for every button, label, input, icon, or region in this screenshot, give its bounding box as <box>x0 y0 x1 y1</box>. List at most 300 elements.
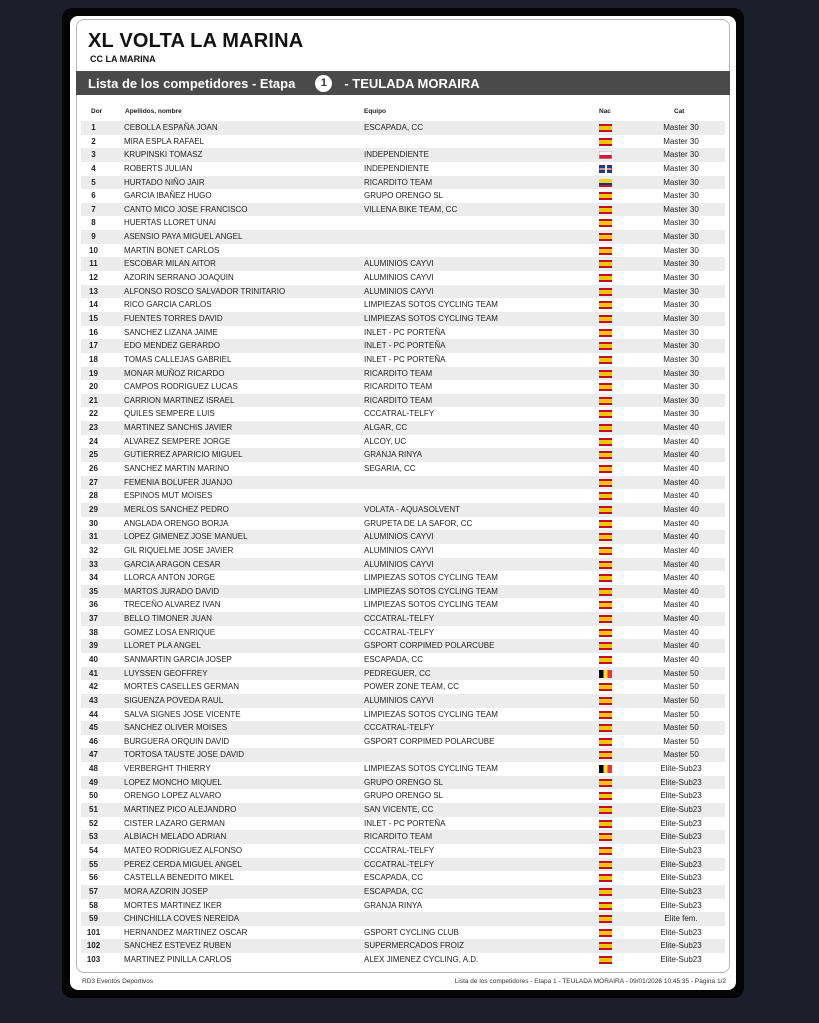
rider-name: HERNANDEZ MARTINEZ OSCAR <box>124 927 248 937</box>
table-row <box>81 817 725 831</box>
rider-name: ASENSIO PAYA MIGUEL ANGEL <box>124 232 243 242</box>
bib-number: 52 <box>89 818 98 828</box>
table-row <box>81 776 725 790</box>
flag-es-icon <box>599 629 612 637</box>
rider-name: LOPEZ MONCHO MIQUEL <box>124 777 222 787</box>
flag-es-icon <box>599 902 612 910</box>
team-name: GRUPETA DE LA SAFOR, CC <box>364 518 473 528</box>
category: Master 30 <box>663 409 699 419</box>
category: Master 40 <box>663 450 699 460</box>
table-row <box>81 721 725 735</box>
category: Master 30 <box>663 354 699 364</box>
bib-number: 49 <box>89 777 98 787</box>
team-name: CCCATRAL-TELFY <box>364 627 435 637</box>
flag-be-icon <box>599 670 612 678</box>
rider-name: EDO MENDEZ GERARDO <box>124 341 221 351</box>
category: Master 50 <box>663 682 699 692</box>
team-name: SEGARIA, CC <box>364 464 416 474</box>
category: Master 40 <box>663 532 699 542</box>
table-row <box>81 135 725 149</box>
rider-name: CAMPOS RODRIGUEZ LUCAS <box>124 382 238 392</box>
column-header-dor: Dor <box>91 108 103 115</box>
bib-number: 31 <box>89 532 98 542</box>
rider-name: FUENTES TORRES DAVID <box>124 313 223 323</box>
rider-name: GUTIERREZ APARICIO MIGUEL <box>124 450 243 460</box>
team-name: GRANJA RINYA <box>364 450 423 460</box>
bib-number: 33 <box>89 559 98 569</box>
rider-name: ALFONSO ROSCO SALVADOR TRINITARIO <box>124 286 286 296</box>
team-name: ALGAR, CC <box>364 423 408 433</box>
rider-name: SANCHEZ MARTIN MARINO <box>124 464 230 474</box>
flag-es-icon <box>599 820 612 828</box>
team-name: INDEPENDIENTE <box>364 150 429 160</box>
team-name: SAN VICENTE, CC <box>364 805 434 815</box>
category: Master 50 <box>663 709 699 719</box>
table-row <box>81 708 725 722</box>
category: Master 30 <box>663 123 699 132</box>
team-name: ALUMINIOS CAYVI <box>364 532 434 542</box>
team-name: GRUPO ORENGO SL <box>364 191 444 201</box>
rider-name: LOPEZ GIMENEZ JOSE MANUEL <box>124 532 248 542</box>
team-name: INLET - PC PORTEÑA <box>364 818 446 828</box>
rider-name: ESCOBAR MILAN AITOR <box>124 259 216 269</box>
table-row <box>81 448 725 462</box>
team-name: LIMPIEZAS SOTOS CYCLING TEAM <box>364 709 498 719</box>
category: Master 30 <box>663 245 699 255</box>
column-header-cat: Cat <box>674 108 685 115</box>
list-title: Lista de los competidores - Etapa <box>88 75 296 91</box>
table-row <box>81 844 725 858</box>
bib-number: 18 <box>89 354 98 364</box>
rider-name: LUYSSEN GEOFFREY <box>124 668 208 678</box>
team-name: ESCAPADA, CC <box>364 886 423 896</box>
flag-es-icon <box>599 915 612 923</box>
bib-number: 23 <box>89 423 98 433</box>
flag-es-icon <box>599 929 612 937</box>
bib-number: 54 <box>89 845 98 855</box>
table-row <box>81 407 725 421</box>
category: Master 30 <box>663 259 699 269</box>
category: Master 40 <box>663 627 699 637</box>
rider-name: PEREZ CERDA MIGUEL ANGEL <box>124 859 242 869</box>
team-name: RICARDITO TEAM <box>364 832 433 842</box>
team-name: CCCATRAL-TELFY <box>364 723 435 733</box>
bib-number: 103 <box>86 955 101 965</box>
bib-number: 1 <box>91 123 96 132</box>
rider-name: LLORCA ANTON JORGE <box>124 573 215 583</box>
bib-number: 41 <box>89 668 98 678</box>
flag-es-icon <box>599 751 612 759</box>
category: Master 40 <box>663 586 699 596</box>
table-row <box>81 285 725 299</box>
team-name: GSPORT CYCLING CLUB <box>364 927 459 937</box>
flag-es-icon <box>599 506 612 514</box>
flag-be-icon <box>599 765 612 773</box>
category: Master 50 <box>663 668 699 678</box>
rider-name: SALVA SIGNES JOSE VICENTE <box>124 709 241 719</box>
flag-es-icon <box>599 588 612 596</box>
bib-number: 102 <box>86 941 101 951</box>
flag-es-icon <box>599 192 612 200</box>
flag-es-icon <box>599 479 612 487</box>
flag-co-icon <box>599 179 612 187</box>
bib-number: 30 <box>89 518 98 528</box>
table-row <box>81 162 725 176</box>
flag-es-icon <box>599 465 612 473</box>
category: Master 40 <box>663 423 699 433</box>
rider-name: ORENGO LOPEZ ALVARO <box>124 791 222 801</box>
list-header-band <box>76 71 730 95</box>
bib-number: 59 <box>89 914 98 924</box>
bib-number: 53 <box>89 832 98 842</box>
rider-name: MARTINEZ PINILLA CARLOS <box>124 955 232 965</box>
category: Master 30 <box>663 232 699 242</box>
team-name: CCCATRAL-TELFY <box>364 845 435 855</box>
rider-name: MARTIN BONET CARLOS <box>124 245 220 255</box>
flag-es-icon <box>599 711 612 719</box>
footer-organizer: RD3 Eventos Deportivos <box>82 978 154 985</box>
team-name: ALUMINIOS CAYVI <box>364 545 434 555</box>
bib-number: 19 <box>89 368 98 378</box>
flag-es-icon <box>599 956 612 964</box>
flag-es-icon <box>599 397 612 405</box>
rider-name: GOMEZ LOSA ENRIQUE <box>124 627 216 637</box>
rider-name: RICO GARCIA CARLOS <box>124 300 212 310</box>
bib-number: 46 <box>89 736 98 746</box>
bib-number: 42 <box>89 682 98 692</box>
rider-name: MATEO RODRIGUEZ ALFONSO <box>124 845 243 855</box>
flag-es-icon <box>599 247 612 255</box>
bib-number: 38 <box>89 627 98 637</box>
stage-name: - TEULADA MORAIRA <box>344 75 480 91</box>
table-row <box>81 176 725 190</box>
column-header-team: Equipo <box>364 108 387 115</box>
bib-number: 45 <box>89 723 98 733</box>
bib-number: 47 <box>89 750 98 760</box>
table-row <box>81 803 725 817</box>
column-header-nac: Nac <box>599 108 611 115</box>
footer-page-info: Lista de los competidores - Etapa 1 - TEULADA MORAIRA - 09/01/2026 10:45:35 - Página 1/2 <box>454 978 726 985</box>
table-row <box>81 953 725 967</box>
flag-es-icon <box>599 492 612 500</box>
category: Master 40 <box>663 654 699 664</box>
table-row <box>81 489 725 503</box>
category: Master 30 <box>663 177 699 187</box>
rider-name: MARTINEZ PICO ALEJANDRO <box>124 805 237 815</box>
rider-name: AZORIN SERRANO JOAQUIN <box>124 273 234 283</box>
bib-number: 35 <box>89 586 98 596</box>
flag-es-icon <box>599 219 612 227</box>
category: Master 40 <box>663 573 699 583</box>
bib-number: 43 <box>89 695 98 705</box>
category: Master 30 <box>663 204 699 214</box>
rider-name: HURTADO NIÑO JAIR <box>124 177 205 187</box>
category: Master 40 <box>663 614 699 624</box>
category: Elite-Sub23 <box>660 941 702 951</box>
table-row <box>81 148 725 162</box>
rider-name: CISTER LAZARO GERMAN <box>124 818 225 828</box>
flag-es-icon <box>599 438 612 446</box>
team-name: RICARDITO TEAM <box>364 395 433 405</box>
bib-number: 51 <box>89 805 98 815</box>
rider-name: SANMARTIN GARCIA JOSEP <box>124 654 232 664</box>
team-name: INLET - PC PORTEÑA <box>364 354 446 364</box>
table-row <box>81 421 725 435</box>
flag-es-icon <box>599 738 612 746</box>
bib-number: 14 <box>89 300 98 310</box>
rider-name: ALVAREZ SEMPERE JORGE <box>124 436 231 446</box>
table-row <box>81 571 725 585</box>
rider-name: CANTO MICO JOSE FRANCISCO <box>124 204 248 214</box>
bib-number: 5 <box>91 177 96 187</box>
team-name: ESCAPADA, CC <box>364 123 423 132</box>
category: Master 30 <box>663 218 699 228</box>
table-row <box>81 735 725 749</box>
rider-name: GARCIA IBAÑEZ HUGO <box>124 191 212 201</box>
rider-name: SANCHEZ ESTEVEZ RUBEN <box>124 941 232 951</box>
team-name: ESCAPADA, CC <box>364 873 423 883</box>
bib-number: 36 <box>89 600 98 610</box>
rider-name: MORTES MARTINEZ IKER <box>124 900 222 910</box>
category: Master 40 <box>663 600 699 610</box>
category: Master 40 <box>663 545 699 555</box>
bib-number: 34 <box>89 573 98 583</box>
category: Master 50 <box>663 750 699 760</box>
rider-name: MORA AZORIN JOSEP <box>124 886 209 896</box>
category: Master 30 <box>663 286 699 296</box>
bib-number: 32 <box>89 545 98 555</box>
category: Master 50 <box>663 723 699 733</box>
stage-number-badge: 1 <box>315 75 332 92</box>
flag-gb-icon <box>599 165 612 173</box>
table-row <box>81 598 725 612</box>
bib-number: 55 <box>89 859 98 869</box>
table-row <box>81 257 725 271</box>
flag-es-icon <box>599 574 612 582</box>
category: Elite fem. <box>664 914 698 924</box>
flag-es-icon <box>599 888 612 896</box>
category: Elite-Sub23 <box>660 791 702 801</box>
category: Elite-Sub23 <box>660 832 702 842</box>
bib-number: 56 <box>89 873 98 883</box>
bib-number: 50 <box>89 791 98 801</box>
team-name: LIMPIEZAS SOTOS CYCLING TEAM <box>364 586 498 596</box>
rider-name: TRECEÑO ALVAREZ IVAN <box>124 600 221 610</box>
flag-es-icon <box>599 874 612 882</box>
rider-name: QUILES SEMPERE LUIS <box>124 409 215 419</box>
flag-es-icon <box>599 424 612 432</box>
rider-name: SANCHEZ OLIVER MOISES <box>124 723 228 733</box>
team-name: ALUMINIOS CAYVI <box>364 273 434 283</box>
table-row <box>81 694 725 708</box>
bib-number: 48 <box>89 764 98 774</box>
category: Elite-Sub23 <box>660 764 702 774</box>
bib-number: 21 <box>89 395 98 405</box>
bib-number: 9 <box>91 232 96 242</box>
team-name: GRUPO ORENGO SL <box>364 777 444 787</box>
team-name: ALCOY, UC <box>364 436 407 446</box>
flag-es-icon <box>599 206 612 214</box>
table-row <box>81 912 725 926</box>
table-row <box>81 121 725 135</box>
bib-number: 20 <box>89 382 98 392</box>
flag-es-icon <box>599 697 612 705</box>
flag-es-icon <box>599 792 612 800</box>
event-title: XL VOLTA LA MARINA <box>88 30 304 52</box>
table-row <box>81 353 725 367</box>
bib-number: 12 <box>89 273 98 283</box>
team-name: INDEPENDIENTE <box>364 163 429 173</box>
rider-name: ESPINOS MUT MOISES <box>124 491 213 501</box>
flag-pl-icon <box>599 151 612 159</box>
rider-name: TOMAS CALLEJAS GABRIEL <box>124 354 232 364</box>
bib-number: 39 <box>89 641 98 651</box>
team-name: ALUMINIOS CAYVI <box>364 259 434 269</box>
bib-number: 57 <box>89 886 98 896</box>
category: Master 30 <box>663 150 699 160</box>
team-name: LIMPIEZAS SOTOS CYCLING TEAM <box>364 313 498 323</box>
flag-es-icon <box>599 301 612 309</box>
bib-number: 24 <box>89 436 98 446</box>
table-row <box>81 680 725 694</box>
flag-es-icon <box>599 561 612 569</box>
table-row <box>81 380 725 394</box>
rider-name: ROBERTS JULIAN <box>124 163 193 173</box>
team-name: LIMPIEZAS SOTOS CYCLING TEAM <box>364 600 498 610</box>
club-subtitle: CC LA MARINA <box>90 54 156 64</box>
team-name: VOLATA - AQUASOLVENT <box>364 504 461 514</box>
rider-name: MARTINEZ SANCHIS JAVIER <box>124 423 233 433</box>
bib-number: 3 <box>91 150 96 160</box>
category: Elite-Sub23 <box>660 927 702 937</box>
team-name: RICARDITO TEAM <box>364 382 433 392</box>
rider-name: CHINCHILLA COVES NEREIDA <box>124 914 240 924</box>
flag-es-icon <box>599 656 612 664</box>
category: Master 30 <box>663 136 699 146</box>
category: Elite-Sub23 <box>660 805 702 815</box>
table-row <box>81 530 725 544</box>
rider-name: ALBIACH MELADO ADRIAN <box>124 832 227 842</box>
category: Master 40 <box>663 504 699 514</box>
team-name: CCCATRAL-TELFY <box>364 859 435 869</box>
rider-name: CARRION MARTINEZ ISRAEL <box>124 395 235 405</box>
team-name: GSPORT CORPIMED POLARCUBE <box>364 641 495 651</box>
category: Master 30 <box>663 368 699 378</box>
rider-name: BELLO TIMONER JUAN <box>124 614 212 624</box>
bib-number: 11 <box>89 259 98 269</box>
flag-es-icon <box>599 601 612 609</box>
table-row <box>81 885 725 899</box>
table-row <box>81 653 725 667</box>
rider-name: ANGLADA ORENGO BORJA <box>124 518 229 528</box>
bib-number: 27 <box>89 477 98 487</box>
table-row <box>81 367 725 381</box>
category: Master 30 <box>663 273 699 283</box>
table-row <box>81 558 725 572</box>
table-row <box>81 244 725 258</box>
bib-number: 44 <box>89 709 98 719</box>
rider-name: SANCHEZ LIZANA JAIME <box>124 327 218 337</box>
category: Elite-Sub23 <box>660 818 702 828</box>
flag-es-icon <box>599 356 612 364</box>
team-name: RICARDITO TEAM <box>364 177 433 187</box>
category: Master 40 <box>663 477 699 487</box>
table-row <box>81 639 725 653</box>
rider-name: HUERTAS LLORET UNAI <box>124 218 217 228</box>
table-row <box>81 762 725 776</box>
table-row <box>81 189 725 203</box>
table-row <box>81 858 725 872</box>
team-name: GRUPO ORENGO SL <box>364 791 444 801</box>
table-row <box>81 667 725 681</box>
category: Master 40 <box>663 518 699 528</box>
bib-number: 15 <box>89 313 98 323</box>
rider-name: VERBERGHT THIERRY <box>124 764 211 774</box>
team-name: POWER ZONE TEAM, CC <box>364 682 459 692</box>
bib-number: 29 <box>89 504 98 514</box>
flag-es-icon <box>599 260 612 268</box>
table-row <box>81 462 725 476</box>
rider-name: MONAR MUÑOZ RICARDO <box>124 368 225 378</box>
category: Master 40 <box>663 464 699 474</box>
table-row <box>81 435 725 449</box>
flag-es-icon <box>599 615 612 623</box>
flag-es-icon <box>599 806 612 814</box>
team-name: CCCATRAL-TELFY <box>364 614 435 624</box>
flag-es-icon <box>599 370 612 378</box>
flag-es-icon <box>599 124 612 132</box>
table-row <box>81 298 725 312</box>
team-name: INLET - PC PORTEÑA <box>364 327 446 337</box>
flag-es-icon <box>599 724 612 732</box>
bib-number: 4 <box>91 163 96 173</box>
rider-name: MIRA ESPLA RAFAEL <box>124 136 205 146</box>
flag-es-icon <box>599 315 612 323</box>
rider-name: FEMENIA BOLUFER JUANJO <box>124 477 233 487</box>
team-name: RICARDITO TEAM <box>364 368 433 378</box>
rider-name: LLORET PLA ANGEL <box>124 641 201 651</box>
column-header-name: Apellidos, nombre <box>125 108 182 115</box>
rider-name: BURGUERA ORQUIN DAVID <box>124 736 230 746</box>
category: Master 30 <box>663 313 699 323</box>
category: Master 30 <box>663 341 699 351</box>
category: Master 30 <box>663 395 699 405</box>
bib-number: 2 <box>91 136 96 146</box>
bib-number: 101 <box>86 927 101 937</box>
category: Master 40 <box>663 436 699 446</box>
bib-number: 37 <box>89 614 98 624</box>
bib-number: 25 <box>89 450 98 460</box>
flag-es-icon <box>599 683 612 691</box>
bib-number: 26 <box>89 464 98 474</box>
team-name: LIMPIEZAS SOTOS CYCLING TEAM <box>364 573 498 583</box>
category: Master 40 <box>663 559 699 569</box>
category: Elite-Sub23 <box>660 873 702 883</box>
table-row <box>81 899 725 913</box>
flag-es-icon <box>599 410 612 418</box>
flag-es-icon <box>599 342 612 350</box>
table-row <box>81 926 725 940</box>
flag-es-icon <box>599 833 612 841</box>
table-row <box>81 394 725 408</box>
bib-number: 58 <box>89 900 98 910</box>
table-row <box>81 830 725 844</box>
table-row <box>81 612 725 626</box>
category: Master 30 <box>663 163 699 173</box>
category: Master 30 <box>663 191 699 201</box>
flag-es-icon <box>599 520 612 528</box>
table-row <box>81 871 725 885</box>
